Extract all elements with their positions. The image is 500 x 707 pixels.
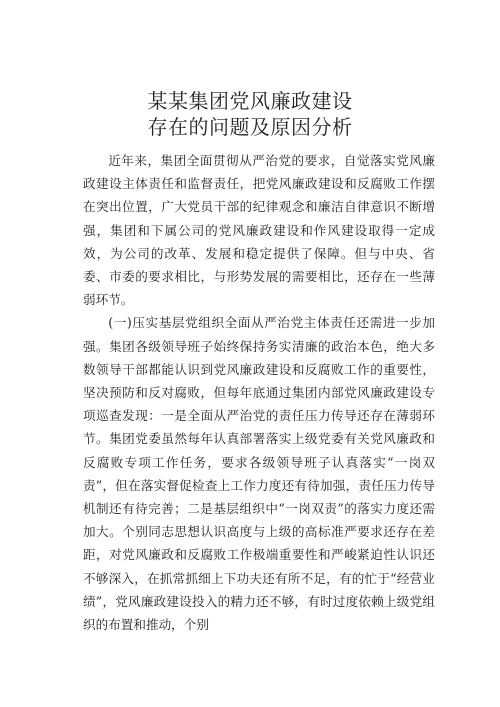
paragraph-section-1: (一)压实基层党组织全面从严治党主体责任还需进一步加强。集团各级领导班子始终保持务实清廉的政治本色，绝大多数领导干部都能认识到党风廉政建设和反腐败工作的重要性，坚决预防和反对腐败，但每年底通过集团内部党风廉政建设专项巡查发现：一是全面从严治党的责任压力传导还存在薄弱环节。集团党委虽然每年认真部署落实上级党委有关党风廉政和反腐败专项工作任务，要求各级领导班子认真落实“一岗双责”，但在落实督促检查上工作力度还有待加强，责任压力传导机制还有待完善；二是基层组织中“一岗双责”的落实力度还需加大。个别同志思想认识高度与上级的高标准严要求还存在差距，对党风廉政和反腐败工作极端重要性和严峻紧迫性认识还不够深入，在抓常抓细上下功夫还有所不足，有的忙于“经营业绩”，党风廉政建设投入的精力还不够，有时过度依赖上级党组织的布置和推动，个别 [83,315,435,633]
paragraph-intro: 近年来，集团全面贯彻从严治党的要求，自觉落实党风廉政建设主体责任和监督责任，把党风廉政建设和反腐败工作摆在突出位置，广大党员干部的纪律观念和廉洁自律意识不断增强，集团和下属公司的党风廉政建设和作风建设取得一定成效，为公司的改革、发展和稳定提供了保障。但与中央、省委、市委的要求相比，与形势发展的需要相比，还存在一些薄弱环节。 [83,153,435,308]
document-body [83,149,435,636]
title-line-1: 某某集团党风廉政建设 [147,89,353,113]
title-line-2: 存在的问题及原因分析 [147,115,353,139]
document-title [0,88,500,140]
